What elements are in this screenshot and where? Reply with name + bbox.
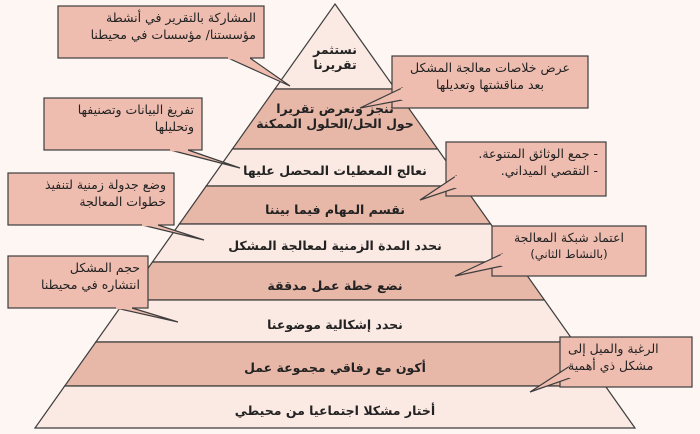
callout-collect-line-1: - جمع الوثائق المتنوعة. bbox=[478, 146, 598, 161]
tier-6-line-1: نضع خطة عمل مدققة bbox=[267, 278, 403, 293]
callout-grid-line-2: (بالنشاط الثاني) bbox=[530, 247, 608, 261]
callout-desire-line-1: الرغبة والميل إلى bbox=[568, 341, 659, 356]
tier-8-line-1: أكون مع رفاقي مجموعة عمل bbox=[244, 360, 426, 375]
callout-tail-participate bbox=[228, 58, 290, 86]
tier-7-line-1: نحدد إشكالية موضوعنا bbox=[267, 317, 403, 332]
callout-participate bbox=[58, 6, 264, 58]
callout-participate-line-2: مؤسستنا/ مؤسسات في محيطنا bbox=[90, 27, 256, 42]
callout-present-line-1: عرض خلاصات معالجة المشكل bbox=[410, 60, 570, 75]
tier-7-text bbox=[185, 317, 485, 332]
tier-8-text bbox=[165, 360, 505, 375]
tier-1-text bbox=[290, 42, 380, 72]
tier-5-text bbox=[195, 238, 475, 253]
callout-unload bbox=[44, 98, 202, 150]
tier-3-text bbox=[225, 163, 445, 178]
tier-9-text bbox=[145, 403, 525, 418]
callout-grid-line-1: اعتماد شبكة المعالجة bbox=[513, 230, 625, 245]
callout-present-line-2: بعد مناقشتها وتعديلها bbox=[435, 77, 545, 92]
tier-4-text bbox=[225, 202, 445, 217]
callout-participate-line-1: المشاركة بالتقرير في أنشطة bbox=[106, 10, 256, 25]
callout-grid bbox=[492, 226, 646, 276]
callout-desire bbox=[560, 337, 692, 387]
tier-9-line-1: أختار مشكلا اجتماعيا من محيطي bbox=[234, 403, 436, 418]
tier-2-line-1: ننجز ونعرض تقريرا bbox=[276, 101, 394, 116]
callout-size-line-1: حجم المشكل bbox=[69, 260, 140, 275]
callout-unload-line-1: تفريغ البيانات وتصنيفها bbox=[77, 102, 194, 117]
tier-4-line-1: نقسم المهام فيما بيننا bbox=[265, 202, 405, 217]
callout-desire-line-2: مشكل ذي أهمية bbox=[568, 358, 654, 373]
callout-collect-line-2: - التقصي الميداني. bbox=[500, 163, 598, 178]
callout-present bbox=[392, 56, 588, 108]
callout-collect bbox=[446, 142, 606, 196]
tier-2-text bbox=[255, 101, 415, 131]
tier-1-line-1: نستثمر bbox=[313, 42, 357, 57]
tier-6-text bbox=[195, 278, 475, 293]
tier-5-line-1: نحدد المدة الزمنية لمعالجة المشكل bbox=[228, 238, 442, 253]
tier-2-line-2: حول الحل/الحلول الممكنة bbox=[256, 116, 414, 131]
tier-1-line-2: تقريرنا bbox=[313, 57, 357, 72]
callout-size bbox=[8, 256, 148, 308]
callout-schedule bbox=[8, 173, 174, 225]
tier-3-line-1: نعالج المعطيات المحصل عليها bbox=[243, 163, 427, 178]
callout-unload-line-2: وتحليلها bbox=[154, 119, 194, 134]
callout-schedule-line-1: وضع جدولة زمنية لتنفيذ bbox=[44, 177, 166, 192]
callout-size-line-2: انتشاره في محيطنا bbox=[41, 277, 140, 292]
callout-schedule-line-2: خطوات المعالجة bbox=[79, 194, 166, 209]
